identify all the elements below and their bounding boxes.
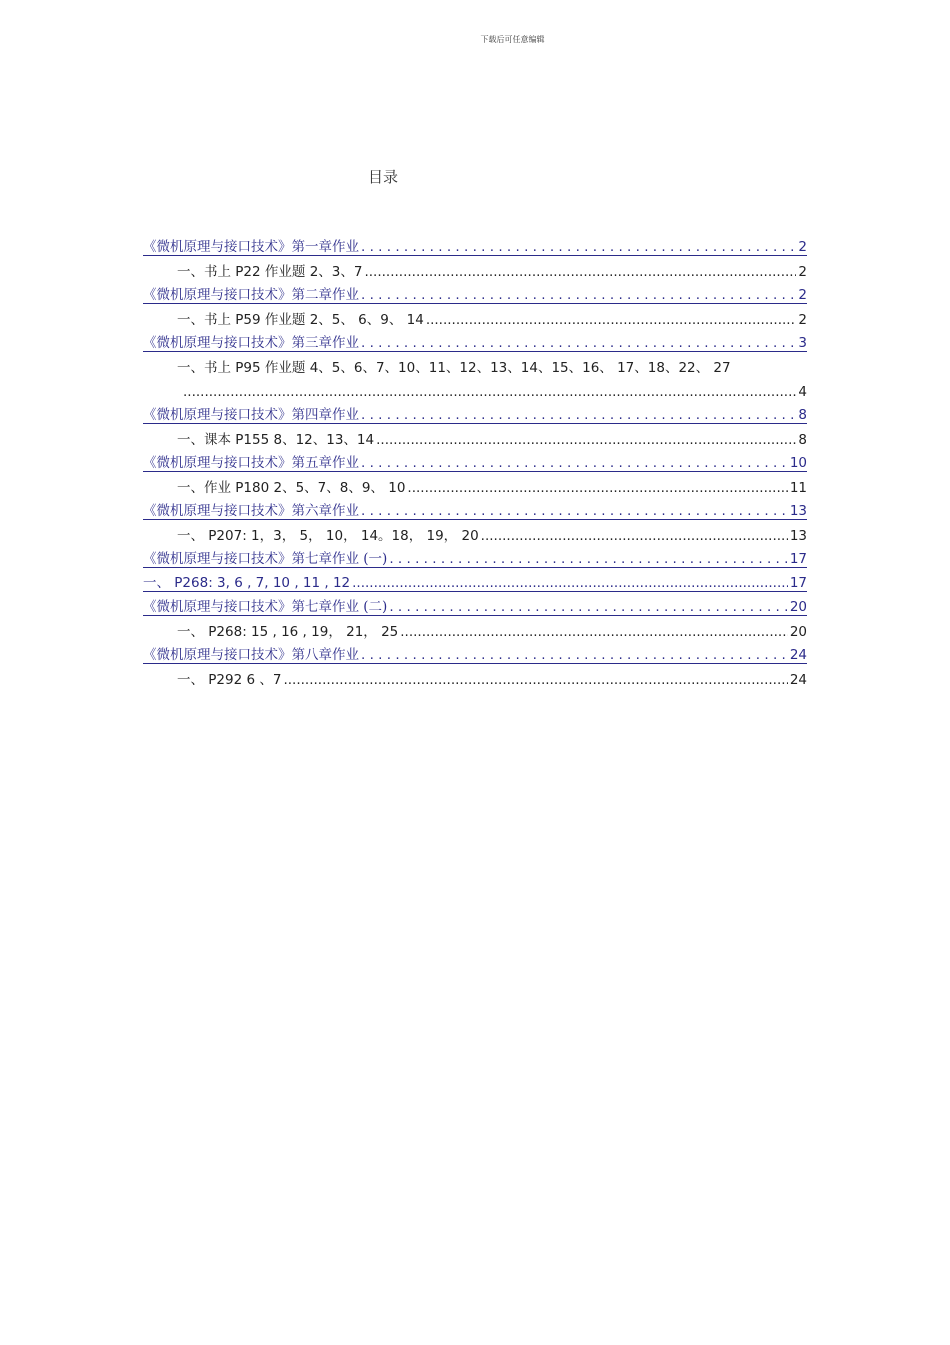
toc-entry-chapter-4[interactable] [143, 400, 807, 424]
toc-page-number: 2 [798, 264, 807, 280]
toc-leader-dots [361, 407, 796, 423]
toc-entry-chapter-3[interactable] [143, 328, 807, 352]
toc-entry-chapter-7-part-2[interactable] [143, 592, 807, 616]
toc-page-number: 10 [789, 455, 807, 471]
toc-leader-dots [361, 335, 796, 351]
toc-leader-dots [426, 312, 797, 328]
toc-entry-label: 一、 P207: 1，3， 5， 10， 14。18， 19， 20 [177, 528, 479, 544]
toc-page-number: 2 [798, 312, 807, 328]
toc-page-number: 11 [789, 480, 807, 496]
toc-entry-label: 一、作业 P180 2、5、7、8、9、 10 [177, 480, 406, 496]
toc-entry-label: 《微机原理与接口技术》第三章作业 [143, 335, 359, 351]
toc-entry-label: 《微机原理与接口技术》第一章作业 [143, 239, 359, 255]
toc-leader-dots [481, 528, 788, 544]
toc-entry-chapter-8[interactable] [143, 640, 807, 664]
toc-entry-label: 《微机原理与接口技术》第四章作业 [143, 407, 359, 423]
toc-entry-label: 一、书上 P22 作业题 2、3、7 [177, 264, 363, 280]
toc-entry-chapter-3-item-continued [143, 376, 807, 400]
toc-page-number: 2 [798, 239, 807, 255]
toc-entry-chapter-5-item [143, 472, 807, 496]
toc-entry-label: 《微机原理与接口技术》第七章作业 (一) [143, 551, 388, 567]
toc-entry-label: 一、书上 P95 作业题 4、5、6、7、10、11、12、13、14、15、16、 17、18、22、 27 [177, 360, 731, 376]
toc-entry-label: 一、 P292 6 、7 [177, 672, 282, 688]
toc-leader-dots [361, 455, 788, 471]
toc-entry-chapter-2-item [143, 304, 807, 328]
toc-leader-dots [283, 672, 787, 688]
toc-title: 目录 [368, 168, 399, 186]
toc-entry-chapter-3-item [143, 352, 807, 376]
toc-page-number: 13 [789, 503, 807, 519]
toc-leader-dots [352, 575, 788, 591]
toc-page-number: 24 [789, 672, 807, 688]
toc-entry-label: 一、课本 P155 8、12、13、14 [177, 432, 375, 448]
toc-entry-label: 《微机原理与接口技术》第五章作业 [143, 455, 359, 471]
toc-leader-dots [376, 432, 796, 448]
toc-page-number: 8 [798, 432, 807, 448]
toc-entry-chapter-2[interactable] [143, 280, 807, 304]
toc-leader-dots [364, 264, 796, 280]
toc-entry-chapter-5[interactable] [143, 448, 807, 472]
toc-entry-label: 一、书上 P59 作业题 2、5、 6、9、 14 [177, 312, 424, 328]
table-of-contents [143, 232, 807, 688]
toc-page-number: 17 [789, 551, 807, 567]
toc-page-number: 20 [789, 599, 807, 615]
toc-leader-dots [400, 624, 788, 640]
toc-page-number: 24 [789, 647, 807, 663]
toc-entry-chapter-7-part-1-item[interactable] [143, 568, 807, 592]
header-note: 下载后可任意编辑 [480, 35, 545, 44]
toc-leader-dots [183, 384, 796, 400]
toc-page-number: 2 [798, 287, 807, 303]
toc-page-number: 4 [798, 384, 807, 400]
toc-entry-label: 《微机原理与接口技术》第七章作业 (二) [143, 599, 388, 615]
toc-entry-label: 《微机原理与接口技术》第六章作业 [143, 503, 359, 519]
toc-page-number: 8 [798, 407, 807, 423]
toc-entry-label: 《微机原理与接口技术》第八章作业 [143, 647, 359, 663]
toc-leader-dots [361, 287, 796, 303]
toc-entry-chapter-1[interactable] [143, 232, 807, 256]
toc-entry-label: 《微机原理与接口技术》第二章作业 [143, 287, 359, 303]
toc-leader-dots [361, 239, 796, 255]
toc-entry-chapter-6-item [143, 520, 807, 544]
toc-entry-chapter-1-item [143, 256, 807, 280]
toc-entry-chapter-4-item [143, 424, 807, 448]
toc-entry-chapter-8-item [143, 664, 807, 688]
toc-page-number: 3 [798, 335, 807, 351]
toc-leader-dots [389, 599, 787, 615]
toc-page-number: 17 [789, 575, 807, 591]
toc-entry-label: 一、 P268: 15 , 16 , 19， 21， 25 [177, 624, 399, 640]
toc-entry-chapter-7-part-1[interactable] [143, 544, 807, 568]
toc-entry-chapter-7-part-2-item [143, 616, 807, 640]
toc-leader-dots [389, 551, 787, 567]
toc-entry-label: 一、 P268: 3, 6 , 7, 10 , 11 , 12 [143, 575, 351, 591]
toc-page-number: 20 [789, 624, 807, 640]
toc-page-number: 13 [789, 528, 807, 544]
toc-leader-dots [361, 647, 788, 663]
toc-leader-dots [361, 503, 788, 519]
toc-entry-chapter-6[interactable] [143, 496, 807, 520]
toc-leader-dots [407, 480, 787, 496]
